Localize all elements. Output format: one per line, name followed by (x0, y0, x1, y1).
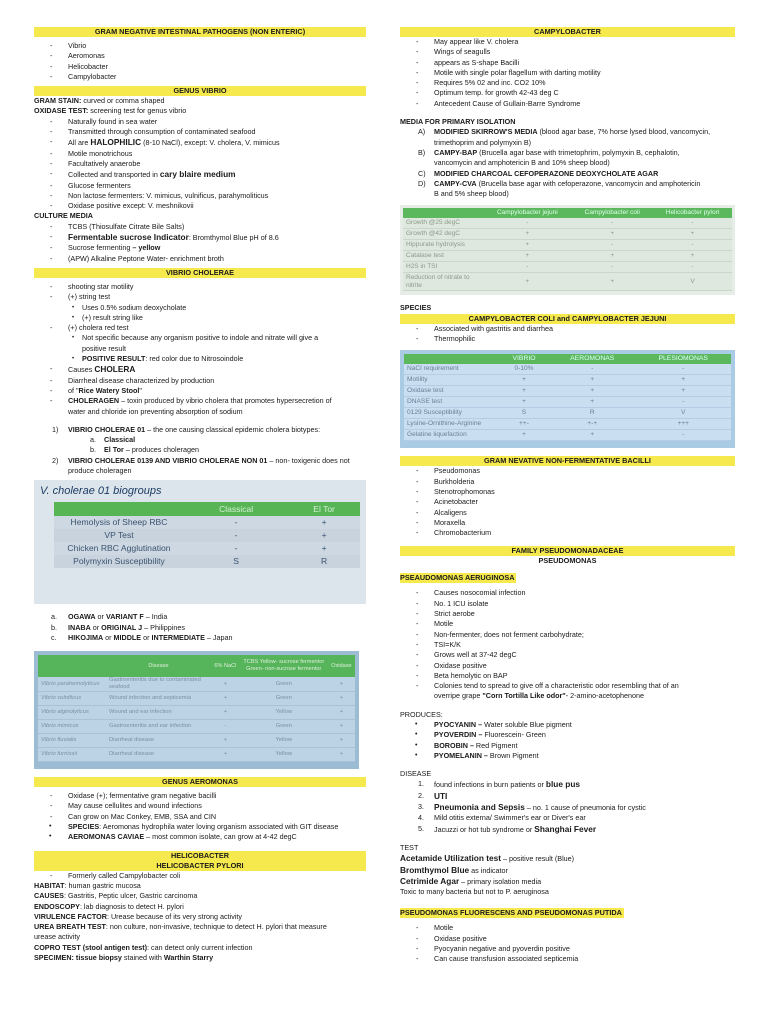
table-row: Lysine-Ornithine-Arginine ++- +-+ +++ (404, 419, 731, 430)
vibrio-disease-table (38, 655, 355, 762)
table-header: TCBS Yellow- sucrose fermentor Green- non-sucrose fermentor (240, 655, 328, 677)
right-column (400, 27, 735, 965)
test-line: Toxic to many bacteria but not to P. aeruginosa (400, 887, 549, 897)
species-header: PSEAUDOMONAS AERUGINOSA (400, 573, 515, 583)
serotype-item: b. INABA or ORIGINAL J – Philippines (51, 622, 185, 632)
list-item: - Causes nosocomial infection (400, 588, 735, 598)
list-item: - Can cause transfusion associated septicemia (400, 954, 735, 964)
list-item: - Sucrose fermenting – yellow (34, 243, 366, 253)
section-subheader: PSEUDOMONAS (538, 556, 597, 566)
list-item: - Helicobacter (34, 62, 366, 72)
list-item: - Formerly called Campylobacter coli (34, 871, 366, 881)
numbered-item: 1) VIBRIO CHOLERAE 01 – the one causing classical epidemic cholera biotypes: (52, 424, 321, 434)
table-header (403, 208, 483, 218)
sub-item-cont: positive result (82, 343, 126, 353)
list-item: - Chromobacterium (400, 528, 735, 538)
section-header: FAMILY PSEUDOMONADACEAE (400, 546, 735, 556)
test-line: Acetamide Utilization test – positive result (Blue) (400, 853, 575, 864)
vap-figure (400, 350, 735, 448)
test-line: Cetrimide Agar – primary isolation media (400, 875, 542, 886)
causes-line: CAUSES: Gastritis, Peptic ulcer, Gastric carcinoma (34, 891, 198, 901)
table-header: Campylobacter coli (572, 208, 653, 218)
disease-label: DISEASE (400, 769, 432, 779)
table-row: Hippurate hydrolysis + - - (403, 240, 732, 251)
table-header: Campylobacter jejuni (483, 208, 572, 218)
table-row: Vibrio fluvialis Diarrheal disease + Yellow + (38, 734, 355, 748)
table-row: Polymyxin Susceptibility S R (54, 555, 360, 568)
table-row: Reduction of nitrate to nitrite + + V (403, 273, 732, 291)
list-item: - Antecedent Cause of Gullain-Barre Syndrome (400, 99, 735, 109)
disease-item: 3. Pneumonia and Sepsis – no. 1 cause of pneumonia for cystic (418, 802, 646, 813)
vap-table (404, 354, 731, 441)
table-header: Oxidase (328, 655, 355, 677)
table-header: Helicobacter pylori (653, 208, 732, 218)
media-item: D) CAMPY-CVA (Brucella base agar with cefoperazone, vancomycin and amphotericin (418, 178, 701, 188)
section-header: VIBRIO CHOLERAE (34, 268, 366, 278)
list-item: - shooting star motility (34, 282, 366, 292)
list-item: - appears as S-shape Bacilli (400, 58, 735, 68)
serotype-item: a. OGAWA or VARIANT F – India (51, 612, 168, 622)
list-item: - Collected and transported in cary blaire medium (34, 169, 366, 180)
list-item: - Oxidase positive (400, 934, 735, 944)
media-item-cont: trimethoprim and polymyxin B) (434, 137, 532, 147)
table-row: Vibrio furnissii Diarrheal disease + Yellow + (38, 748, 355, 762)
list-item: - Alcaligens (400, 508, 735, 518)
media-item-cont: vancomycin and amphotericin B and 10% sheep blood) (434, 158, 610, 168)
table-header (54, 502, 184, 516)
list-item: - Pseudomonas (400, 466, 735, 476)
table-row: Growth @25 degC - - - (403, 218, 732, 229)
copro-line: COPRO TEST (stool antigen test): can detect only current infection (34, 942, 253, 952)
list-item: - Oxidase (+); fermentative gram negative bacilli (34, 791, 366, 801)
lettered-item: b. El Tor – produces choleragen (90, 445, 199, 455)
table-row: Chicken RBC Agglutination - + (54, 542, 360, 555)
table-row: Vibrio mimicus Gastroenteritis and ear infection - Green + (38, 720, 355, 734)
list-item: - Fermentable sucrose Indicator: Bromthymol Blue pH of 8.6 (34, 232, 366, 243)
list-item: - Can grow on Mac Conkey, EMB, SSA and CIN (34, 812, 366, 822)
list-item: - (+) cholera red test (34, 323, 366, 333)
virulence-line: VIRULENCE FACTOR: Urease because of its very strong activity (34, 911, 242, 921)
urea-line-cont: urease activity (34, 932, 80, 942)
test-label: TEST (400, 842, 419, 852)
urea-line: UREA BREATH TEST: non culture, non-invasive, technique to detect H. pylori that measure (34, 922, 327, 932)
table-row: VP Test - + (54, 529, 360, 542)
list-item: - Optimum temp. for growth 42-43 deg C (400, 88, 735, 98)
habitat-line: HABITAT: human gastric mucosa (34, 880, 141, 890)
table-header: PLESIOMONAS (635, 354, 731, 364)
biogroups-figure (34, 480, 366, 604)
disease-item: 1. found infections in burn patients or blue pus (418, 779, 581, 790)
sub-item: • (+) result string like (34, 313, 366, 323)
media-item: B) CAMPY-BAP (Brucella agar base with trimetophrim, polymyxin B, cephalotin, (418, 147, 680, 157)
table-header (404, 354, 499, 364)
list-item: - Thermophilic (400, 334, 735, 344)
table-row: Oxidase test + + + (404, 386, 731, 397)
sub-item: • Not specific because any organism positive to indole and nitrate will give a (34, 333, 366, 343)
list-item: - TSI=K/K (400, 640, 735, 650)
list-item: - All are HALOPHILIC (8-10 NaCl), except: V. cholera, V. mimicus (34, 137, 366, 148)
endoscopy-line: ENDOSCOPY: lab diagnosis to detect H. pylori (34, 901, 184, 911)
table-row: Vibrio parahemolyticus Gastroenteritis due to contaminated seafood + Green + (38, 677, 355, 692)
gram-stain-line: GRAM STAIN: curved or comma shaped (34, 96, 165, 106)
list-item: - Oxidase positive except: V. meshnikovii (34, 201, 366, 211)
media-item: A) MODIFIED SKIRROW'S MEDIA (blood agar base, 7% horse lysed blood, vancomycin, (418, 127, 711, 137)
pigment-item: • PYOCYANIN – Water soluble Blue pigment (400, 720, 735, 730)
table-header: AEROMONAS (549, 354, 635, 364)
list-item: - Non lactose fermenters: V. mimicus, vulnificus, parahymoliticus (34, 191, 366, 201)
media-item: C) MODIFIED CHARCOAL CEFOPERAZONE DEOXYCHOLATE AGAR (418, 168, 659, 178)
list-item: - May cause cellulites and wound infections (34, 801, 366, 811)
section-header: GRAM NEGATIVE INTESTINAL PATHOGENS (NON ENTERIC) (34, 27, 366, 37)
list-item-cont: water and chloride ion preventing absorption of sodium (68, 406, 243, 416)
numbered-item-cont: produce choleragen (68, 465, 132, 475)
list-item: - Acinetobacter (400, 497, 735, 507)
table-row: Catalase test + + + (403, 251, 732, 262)
table-header: 6% NaCl (211, 655, 240, 677)
table-row: 0129 Susceptibility S R V (404, 408, 731, 419)
vibrio-disease-figure (34, 651, 359, 769)
campy-table (403, 208, 732, 291)
media-item-cont: B and 5% sheep blood) (434, 189, 509, 199)
species-header: PSEUDOMONAS FLUORESCENS AND PSEUDOMONAS PUTIDA (400, 908, 622, 918)
list-item: - Wings of seagulls (400, 47, 735, 57)
list-item: - Motile monotrichous (34, 149, 366, 159)
list-item: - Transmitted through consumption of contaminated seafood (34, 127, 366, 137)
list-item: - Vibrio (34, 41, 366, 51)
section-header: CAMPYLOBACTER (400, 27, 735, 37)
lettered-item: a. Classical (90, 435, 136, 445)
sub-item: • Uses 0.5% sodium deoxycholate (34, 303, 366, 313)
left-column (34, 27, 366, 963)
table-header: El Tor (288, 502, 360, 516)
numbered-item: 2) VIBRIO CHOLERAE 0139 AND VIBRIO CHOLERAE NON 01 – non- toxigenic does not (52, 455, 350, 465)
oxidase-line: OXIDASE TEST: screening test for genus vibrio (34, 106, 187, 116)
serotype-item: c. HIKOJIMA or MIDDLE or INTERMEDIATE – Japan (51, 632, 233, 642)
media-label: MEDIA FOR PRIMARY ISOLATION (400, 117, 516, 127)
list-item: - Aeromonas (34, 51, 366, 61)
list-item: - Requires 5% 02 and inc. CO2 10% (400, 78, 735, 88)
table-header: Disease (106, 655, 211, 677)
list-item: - (APW) Alkaline Peptone Water- enrichment broth (34, 254, 366, 264)
section-header: GRAM NEVATIVE NON-FERMENTATIVE BACILLI (400, 456, 735, 466)
species-label: SPECIES (400, 303, 432, 313)
table-row: Growth @42 degC + + + (403, 229, 732, 240)
list-item: - Stenotrophomonas (400, 487, 735, 497)
list-item: - CHOLERAGEN – toxin produced by vibrio cholera that promotes hypersecretion of (34, 396, 366, 406)
pigment-item: • PYOMELANIN – Brown Pigment (400, 751, 735, 761)
table-row: Vibrio vulnificus Wound infection and septicemia + Green + (38, 692, 355, 706)
list-item: - Naturally found in sea water (34, 117, 366, 127)
list-item: - Colonies tend to spread to give off a characteristic odor resembling that of an (400, 681, 735, 691)
list-item: - May appear like V. cholera (400, 37, 735, 47)
list-item: - Motile with single polar flagellum with darting motility (400, 68, 735, 78)
disease-item: 5. Jacuzzi or hot tub syndrome or Shanghai Fever (418, 823, 597, 834)
disease-item: 2. UTI (418, 790, 448, 801)
list-item: - Motile (400, 619, 735, 629)
list-item: • SPECIES: Aeromonas hydrophila water loving organism associated with GIT disease (34, 822, 366, 832)
list-item: - Associated with gastritis and diarrhea (400, 324, 735, 334)
list-item: - Beta hemolytic on BAP (400, 671, 735, 681)
produces-label: PRODUCES: (400, 709, 443, 719)
specimen-line: SPECIMEN: tissue biopsy stained with Warthin Starry (34, 953, 214, 963)
section-subheader: HELICOBACTER PYLORI (34, 861, 366, 871)
pigment-item: • BOROBIN – Red Pigment (400, 741, 735, 751)
list-item: - Strict aerobe (400, 609, 735, 619)
figure-title: V. cholerae 01 biogroups (40, 485, 162, 498)
table-header: Classical (184, 502, 288, 516)
list-item: - Non-fermenter, does not ferment carbohydrate; (400, 630, 735, 640)
pigment-item: • PYOVERDIN – Fluorescein- Green (400, 730, 735, 740)
test-line: Bromthymol Blue as indicator (400, 864, 508, 875)
list-item-cont: overripe grape "Corn Tortilla Like odor"- 2-amino-acetophenone (434, 691, 645, 701)
list-item: - Moraxella (400, 518, 735, 528)
list-item: - Burkholderia (400, 477, 735, 487)
table-row: H2S in TSI - - - (403, 262, 732, 273)
table-row: Gelatine liquefaction + + - (404, 430, 731, 441)
list-item: - (+) string test (34, 292, 366, 302)
table-row: Motility + + + (404, 375, 731, 386)
list-item: - Causes CHOLERA (34, 364, 366, 375)
section-header: CAMPYLOBACTER COLI and CAMPYLOBACTER JEJUNI (400, 314, 735, 324)
list-item: - Grows well at 37-42 degC (400, 650, 735, 660)
list-item: - Campylobacter (34, 72, 366, 82)
list-item: - TCBS (Thiosulfate Citrate Bile Salts) (34, 222, 366, 232)
list-item: • AEROMONAS CAVIAE – most common isolate, can grow at 4-42 degC (34, 832, 366, 842)
culture-media-label: CULTURE MEDIA (34, 211, 93, 221)
section-header: GENUS VIBRIO (34, 86, 366, 96)
campy-figure (400, 205, 735, 295)
table-row: Vibrio alginolyticus Wound and ear infection + Yellow + (38, 706, 355, 720)
list-item: - Glucose fermenters (34, 181, 366, 191)
list-item: - Facultatively anaerobe (34, 159, 366, 169)
table-row: NaCl requirement 0-10% - - (404, 364, 731, 375)
table-row: DNASE test + + - (404, 397, 731, 408)
list-item: - No. 1 ICU isolate (400, 599, 735, 609)
list-item: - Oxidase positive (400, 661, 735, 671)
table-row: Hemolysis of Sheep RBC - + (54, 516, 360, 529)
list-item: - Pyocyanin negative and pyoverdin positive (400, 944, 735, 954)
list-item: - Motile (400, 923, 735, 933)
list-item: - of "Rice Watery Stool" (34, 386, 366, 396)
biogroups-table (54, 502, 360, 568)
disease-item: 4. Mild otitis externa/ Swimmer's ear or Diver's ear (418, 813, 586, 823)
list-item: - Diarrheal disease characterized by production (34, 376, 366, 386)
section-header: HELICOBACTER (34, 851, 366, 861)
table-header: VIBRIO (499, 354, 549, 364)
section-header: GENUS AEROMONAS (34, 777, 366, 787)
sub-item: • POSITIVE RESULT: red color due to Nitrosoindole (34, 354, 366, 364)
